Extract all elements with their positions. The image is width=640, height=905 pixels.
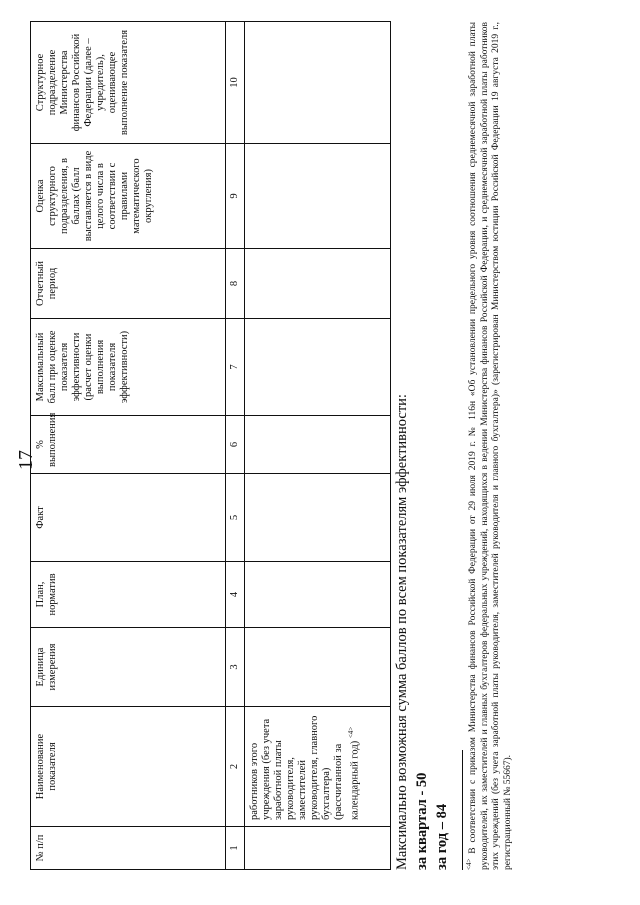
header-cell: Единица измерения — [31, 628, 226, 707]
footnote-text: В соответствии с приказом Министерства финансов Российской Федерации от 29 июля 2019 г. № 116н «Об установлении предельного уровня соотношения среднемесячной заработной платы руководителей, их заместителей и главных бухгалтеров федеральных учреждений, находящихся в ведении Министерства финансов Российской Федерации, и среднемесячной заработной платы работников этих учреждений (без учета заработной платы руководителя, заместителей руководителя и главного бухгалтера)» (зарегистрирован Министерством юстиции Российской Федерации 19 августа 2019 г., регистрационный № 55667). — [468, 22, 513, 870]
column-number: 7 — [226, 319, 245, 416]
empty-cell — [245, 144, 391, 249]
page-number: 17 — [15, 450, 37, 470]
column-number: 3 — [226, 628, 245, 707]
column-number: 1 — [226, 827, 245, 870]
column-number: 5 — [226, 474, 245, 562]
header-cell: Оценка структурного подразделения, в баллах (балл выставляется в виде целого числа в соответствии с правилами математического округления) — [31, 144, 226, 249]
column-number: 4 — [226, 562, 245, 628]
header-cell: Факт — [31, 474, 226, 562]
header-cell: План, норматив — [31, 562, 226, 628]
score-summary — [392, 394, 452, 870]
quarter-total: за квартал - 50 — [414, 772, 430, 870]
header-cell: Максимальный балл при оценке показателя эффективности (расчет оценки выполнения показателя эффективности) — [31, 319, 226, 416]
indicator-name: работников этого учреждения (без учета заработной платы руководителя, заместителей руководителя, главного бухгалтера) (рассчитанной за календарный год) — [249, 715, 361, 820]
column-number: 6 — [226, 416, 245, 474]
footnote — [464, 22, 515, 870]
indicators-table — [30, 21, 391, 870]
year-total: за год – 84 — [434, 803, 450, 870]
header-cell: № п/п — [31, 827, 226, 870]
table-header-row — [31, 22, 226, 870]
empty-cell — [245, 562, 391, 628]
footnote-mark: <4> — [465, 858, 473, 870]
column-number: 2 — [226, 707, 245, 827]
empty-cell — [245, 319, 391, 416]
column-number: 9 — [226, 144, 245, 249]
table-row — [245, 22, 391, 870]
empty-cell — [245, 249, 391, 319]
header-cell: % выполнения — [31, 416, 226, 474]
row-number-cell — [245, 827, 391, 870]
header-cell: Структурное подразделение Министерства финансов Российской Федерации (далее – учредитель), оценивающее выполнение показателя — [31, 22, 226, 144]
summary-intro: Максимально возможная сумма баллов по всем показателям эффективности: — [394, 394, 410, 870]
empty-cell — [245, 474, 391, 562]
header-cell: Наименование показателя — [31, 707, 226, 827]
column-number-row — [226, 22, 245, 870]
indicator-name-cell — [245, 707, 391, 827]
header-cell: Отчетный период — [31, 249, 226, 319]
empty-cell — [245, 628, 391, 707]
footnote-divider — [462, 750, 463, 870]
empty-cell — [245, 22, 391, 144]
footnote-reference: <4> — [347, 726, 355, 739]
empty-cell — [245, 416, 391, 474]
column-number: 10 — [226, 22, 245, 144]
column-number: 8 — [226, 249, 245, 319]
